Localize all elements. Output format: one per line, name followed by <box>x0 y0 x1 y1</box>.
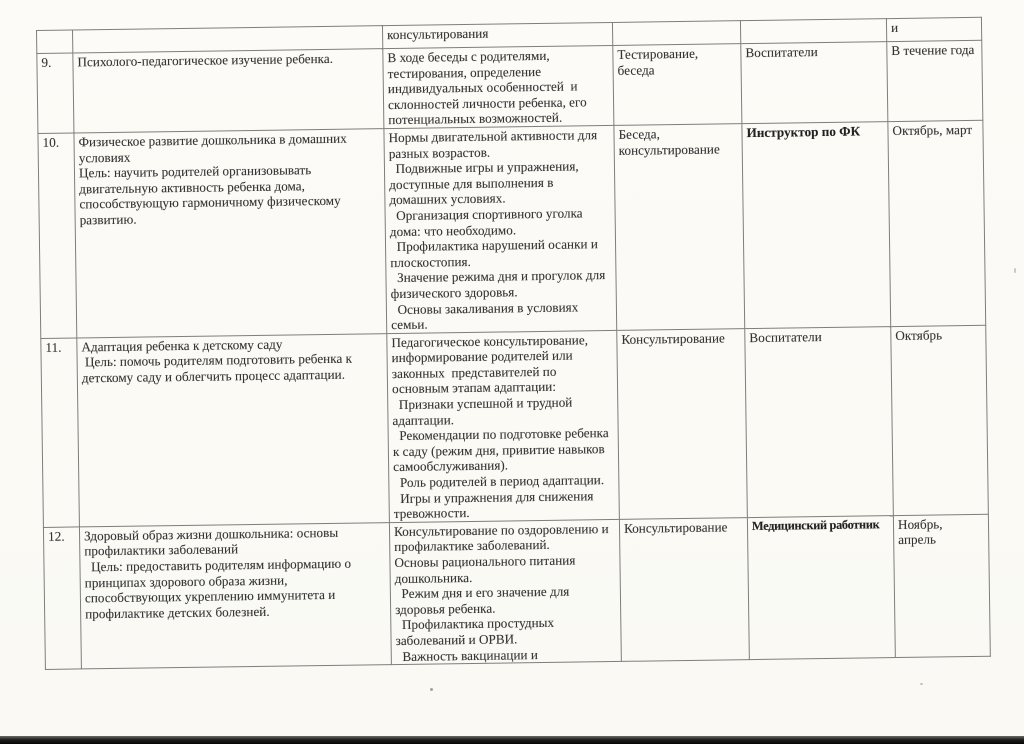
row-9-timing-cell: В течение года <box>887 40 983 121</box>
scan-edge-bar <box>0 736 1024 744</box>
row-9-content-cell: В ходе беседы с родителями, тестирования, определение индивидуальных особенностей и склонностей личности ребенка, его потенциальных возможностей. <box>383 45 614 128</box>
row-10-number-cell: 10. <box>38 133 77 338</box>
row-11-responsible-cell: Воспитатели <box>745 326 894 517</box>
row-10-form-cell: Беседа, консультирование <box>614 124 745 330</box>
table-row-11 <box>41 325 989 527</box>
row-11-number-cell: 11. <box>41 338 80 528</box>
carryover-timing-cell: и <box>886 17 981 41</box>
row-12-topic-cell: Здоровый образ жизни дошкольника: основы профилактики заболеваний Цель: предоставить родителям информацию о принципах здорового образа жизни, способствующих укреплению иммунитета и профилактике детских болезней. <box>79 522 391 669</box>
row-9-number-cell: 9. <box>37 53 74 133</box>
scan-speck <box>1014 268 1016 273</box>
scan-speck <box>430 688 433 691</box>
row-10-timing-cell: Октябрь, март <box>888 120 986 326</box>
carryover-num-cell <box>37 30 73 54</box>
row-10-responsible-cell: Инструктор по ФК <box>742 122 891 329</box>
row-10-topic-cell: Физическое развитие дошкольника в домашних условиях Цель: научить родителей организовывать двигательную активность ребенка дома, способствующую гармоничному физическому развитию. <box>74 129 387 338</box>
carryover-form-cell <box>612 21 740 46</box>
row-12-responsible-cell: Медицинский работник <box>747 515 895 659</box>
row-11-topic-cell: Адаптация ребенка к детскому саду Цель: помочь родителям подготовить ребенка к детскому саду и облегчить процесс адаптации. <box>77 333 390 526</box>
row-11-timing-cell: Октябрь <box>891 325 989 515</box>
row-11-content-cell: Педагогическое консультирование, информирование родителей или законных представителей по основным этапам адаптации: Признаки успешной и трудной адаптации. Рекомендации по подготовке ребенка к саду (режим дня, привитие навыков самообслуживания). Роль родителей в период адаптации. Игры и упражнения для снижения тревожности. <box>387 330 620 522</box>
carryover-responsible-cell <box>740 19 886 44</box>
carryover-content-cell: консультирования <box>382 22 612 48</box>
row-12-content-cell: Консультирование по оздоровлению и профилактике заболеваний. Основы рационального питания дошкольника. Режим дня и его значение для здоровья ребенка. Профилактика простудных заболеваний и ОРВИ. Важность вакцинации и <box>389 519 621 665</box>
table-row-10 <box>38 120 986 338</box>
row-12-timing-cell: Ноябрь, апрель <box>893 514 990 658</box>
row-11-form-cell: Консультирование <box>617 328 748 519</box>
scan-speck <box>920 683 923 685</box>
row-9-form-cell: Тестирование, беседа <box>613 44 742 126</box>
table-row-12 <box>43 514 990 670</box>
row-12-form-cell: Консультирование <box>619 517 749 661</box>
table-row-9 <box>37 40 983 133</box>
parent-work-plan-table <box>36 17 991 670</box>
row-9-topic-cell: Психолого-педагогическое изучение ребенка. <box>73 49 384 133</box>
row-10-content-cell: Нормы двигательной активности для разных возрастов. Подвижные игры и упражнения, доступные для выполнения в домашних условиях. Организация спортивного уголка дома: что необходимо. Профилактика нарушений осанки и плоскостопия. Значение режима дня и прогулок для физического здоровья. Основы закаливания в условиях семьи. <box>384 125 617 333</box>
row-12-number-cell: 12. <box>43 527 81 670</box>
row-9-responsible-cell: Воспитатели <box>741 42 888 124</box>
